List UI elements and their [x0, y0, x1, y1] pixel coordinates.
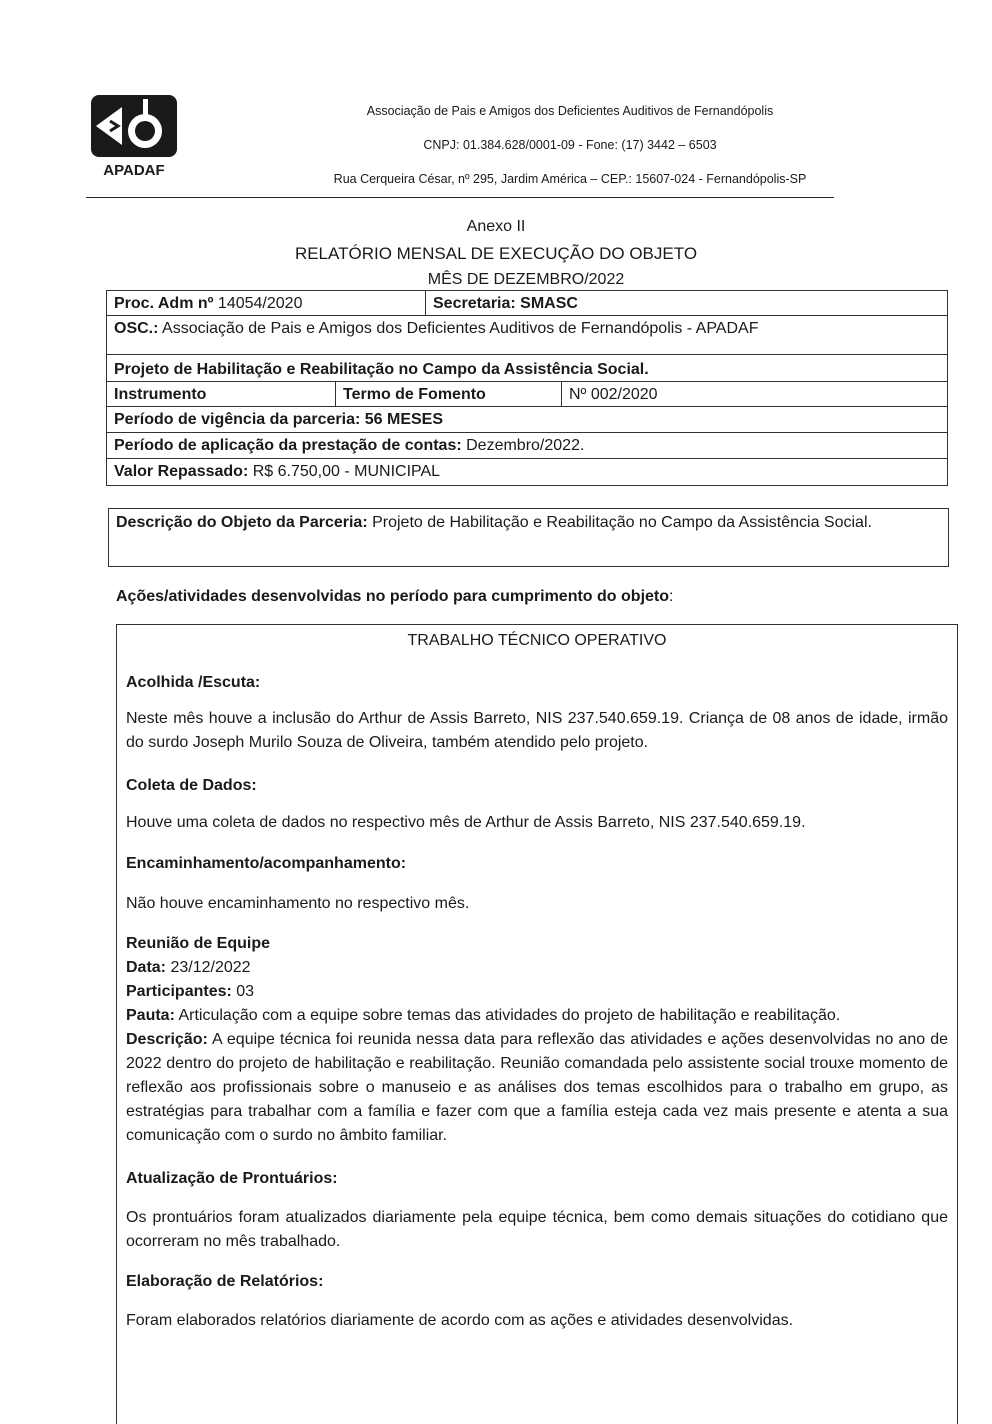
address-line: Rua Cerqueira César, nº 295, Jardim América – CEP.: 15607-024 - Fernandópolis-SP — [333, 172, 807, 186]
reuniao-participantes: Participantes: 03 — [126, 983, 255, 1000]
acolhida-text: Neste mês houve a inclusão do Arthur de Assis Barreto, NIS 237.540.659.19. Criança de 08 anos de idade, irmão do surdo Joseph Murilo Souza de Oliveira, também atendido pelo projeto. — [126, 710, 948, 751]
descricao-label: Descrição do Objeto da Parceria: — [116, 514, 368, 531]
instrumento-row — [107, 382, 947, 407]
descricao-box — [108, 508, 949, 567]
reuniao-pauta: Pauta: Articulação com a equipe sobre temas das atividades do projeto de habilitação e reabilitação. — [126, 1007, 841, 1024]
osc-row — [107, 316, 947, 355]
header-divider — [86, 197, 834, 198]
month-title: MÊS DE DEZEMBRO/2022 — [427, 271, 625, 288]
section-title: TRABALHO TÉCNICO OPERATIVO — [407, 632, 667, 649]
prontuarios-text: Os prontuários foram atualizados diariamente pela equipe técnica, bem como demais situações do cotidiano que ocorreram no mês trabalhado. — [126, 1209, 948, 1250]
valor-value: R$ 6.750,00 - MUNICIPAL — [248, 463, 441, 480]
cnpj-line: CNPJ: 01.384.628/0001-09 - Fone: (17) 3442 – 6503 — [423, 138, 717, 152]
relatorios-heading: Elaboração de Relatórios: — [126, 1273, 324, 1290]
annex-title: Anexo II — [466, 218, 526, 235]
proc-label: Proc. Adm nº — [114, 295, 214, 312]
aplicacao-label: Período de aplicação da prestação de contas: — [114, 437, 462, 454]
descricao-value: Projeto de Habilitação e Reabilitação no Campo da Assistência Social. — [367, 514, 872, 531]
coleta-text: Houve uma coleta de dados no respectivo mês de Arthur de Assis Barreto, NIS 237.540.659.19. — [126, 814, 806, 831]
valor-label: Valor Repassado: — [114, 463, 249, 480]
termo-fomento: Termo de Fomento — [343, 386, 486, 403]
apadaf-logo — [88, 93, 180, 181]
project-name: Projeto de Habilitação e Reabilitação no Campo da Assistência Social. — [114, 361, 649, 378]
osc-label: OSC.: — [114, 320, 159, 337]
coleta-heading: Coleta de Dados: — [126, 777, 257, 794]
reuniao-descricao: Descrição: A equipe técnica foi reunida nessa data para reflexão das atividades e ações desenvolvidas no ano de 2022 dentro do projeto de habilitação e reabilitação. Reunião comandada pelo assistente social trouxe momento de reflexão aos profissionais sobre o manuseio e as análises dos temas escolhidos para o trabalho em grupo, as estratégias para trabalhar com a família e fazer com que a família esteja cada vez mais presente e atenta a sua comunicação com o surdo no âmbito familiar. — [126, 1031, 948, 1144]
proc-value: 14054/2020 — [213, 295, 303, 312]
project-row — [107, 355, 947, 382]
aplicacao-row — [107, 433, 947, 459]
vigencia-row — [107, 407, 947, 433]
relatorios-text: Foram elaborados relatórios diariamente de acordo com as ações e atividades desenvolvidas. — [126, 1312, 794, 1329]
org-name: Associação de Pais e Amigos dos Deficientes Auditivos de Fernandópolis — [366, 104, 774, 118]
instrumento-label: Instrumento — [114, 386, 207, 403]
osc-value: Associação de Pais e Amigos dos Deficientes Auditivos de Fernandópolis - APADAF — [158, 320, 759, 337]
report-title: RELATÓRIO MENSAL DE EXECUÇÃO DO OBJETO — [294, 244, 698, 263]
termo-numero: Nº 002/2020 — [569, 386, 658, 403]
logo-text: APADAF — [103, 162, 165, 179]
aplicacao-value: Dezembro/2022. — [461, 437, 585, 454]
form-table — [106, 290, 948, 486]
encaminhamento-text: Não houve encaminhamento no respectivo mês. — [126, 895, 470, 912]
valor-row — [107, 459, 947, 487]
vigencia: Período de vigência da parceria: 56 MESES — [114, 411, 444, 428]
acoes-heading: Ações/atividades desenvolvidas no período para cumprimento do objeto: — [116, 588, 674, 605]
encaminhamento-heading: Encaminhamento/acompanhamento: — [126, 855, 407, 872]
secretaria: Secretaria: SMASC — [433, 295, 578, 312]
proc-row — [107, 291, 947, 316]
prontuarios-heading: Atualização de Prontuários: — [126, 1170, 338, 1187]
content-box — [116, 624, 958, 1424]
acolhida-heading: Acolhida /Escuta: — [126, 674, 261, 691]
reuniao-heading: Reunião de Equipe — [126, 935, 271, 952]
reuniao-data: Data: 23/12/2022 — [126, 959, 251, 976]
